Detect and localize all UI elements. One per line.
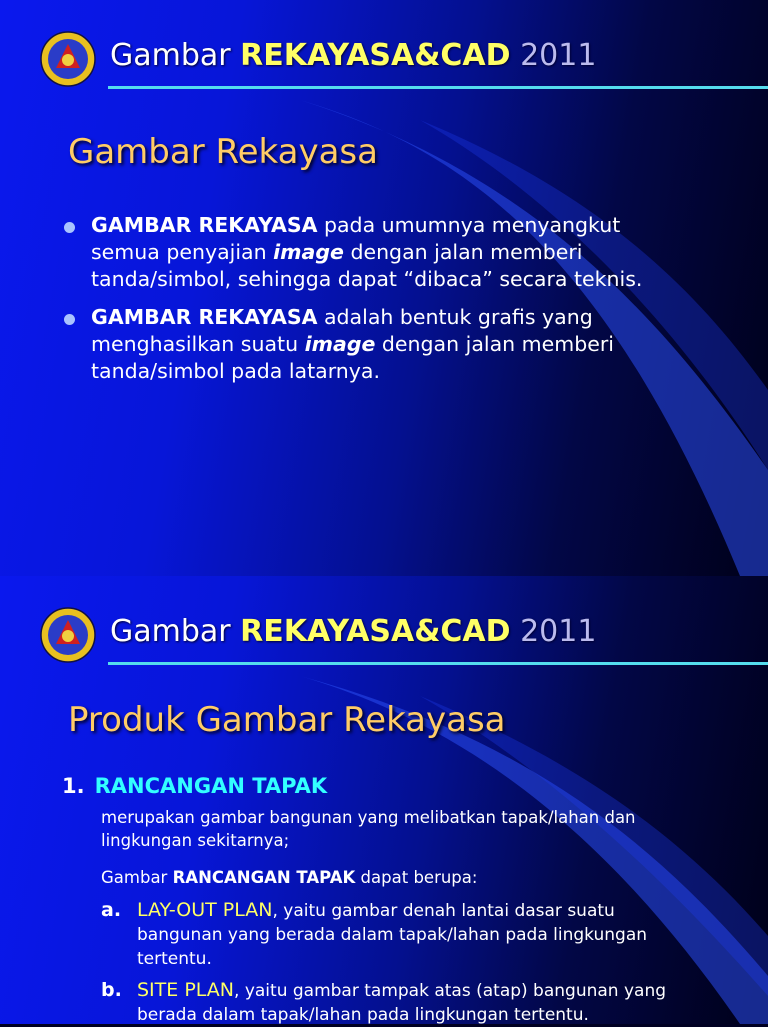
numbered-item-1 <box>62 774 327 798</box>
bullet-item <box>64 304 684 385</box>
institution-logo-icon <box>38 606 98 664</box>
institution-logo-icon <box>38 30 98 88</box>
item-number: 1. <box>62 774 85 798</box>
bullet-text: pada umumnya menyangkut semua penyajian <box>91 213 621 264</box>
sub-item-b <box>101 978 701 1027</box>
sub-item-a <box>101 898 701 971</box>
slide-header <box>110 614 596 649</box>
slide-title: Gambar Rekayasa <box>68 132 378 172</box>
bullet-term: GAMBAR REKAYASA <box>91 305 318 329</box>
header-year: 2011 <box>510 614 597 649</box>
bullet-emphasis: image <box>304 332 376 356</box>
sub-item-text: , yaitu gambar tampak atas (atap) bangunan yang berada dalam tapak/lahan pada lingkungan tertentu. <box>137 981 667 1025</box>
header-word-1: Gambar <box>110 614 241 649</box>
item-label: RANCANGAN TAPAK <box>94 774 328 798</box>
intro-term: RANCANGAN TAPAK <box>172 868 356 887</box>
bullet-text: dengan jalan memberi tanda/simbol pada latarnya. <box>91 332 614 383</box>
header-year: 2011 <box>510 38 597 73</box>
bullet-item <box>64 212 684 293</box>
header-word-1: Gambar <box>110 38 241 73</box>
slide-title: Produk Gambar Rekayasa <box>68 700 506 740</box>
sub-item-term: SITE PLAN <box>137 979 235 1001</box>
header-rule <box>108 86 768 89</box>
bullet-dot-icon <box>64 222 75 233</box>
header-rule <box>108 662 768 665</box>
intro-text: Gambar <box>101 868 173 887</box>
bullet-dot-icon <box>64 314 75 325</box>
bullet-term: GAMBAR REKAYASA <box>91 213 318 237</box>
header-word-2: REKAYASA&CAD <box>240 614 511 649</box>
bullet-list <box>64 212 684 396</box>
item-intro <box>101 866 701 889</box>
sub-item-letter: b. <box>101 979 122 1001</box>
sub-item-term: LAY-OUT PLAN <box>137 899 273 921</box>
bullet-emphasis: image <box>273 240 344 264</box>
slide-header <box>110 38 596 73</box>
header-word-2: REKAYASA&CAD <box>240 38 511 73</box>
intro-text: dapat berupa: <box>355 868 478 887</box>
sub-item-text: , yaitu gambar denah lantai dasar suatu bangunan yang berada dalam tapak/lahan pada lingkungan tertentu. <box>137 901 648 969</box>
sub-item-letter: a. <box>101 899 122 921</box>
bullet-text: dengan jalan memberi tanda/simbol, sehingga dapat “dibaca” secara teknis. <box>91 240 643 291</box>
bullet-text: adalah bentuk grafis yang menghasilkan suatu <box>91 305 593 356</box>
item-description: merupakan gambar bangunan yang melibatkan tapak/lahan dan lingkungan sekitarnya; <box>101 808 636 850</box>
